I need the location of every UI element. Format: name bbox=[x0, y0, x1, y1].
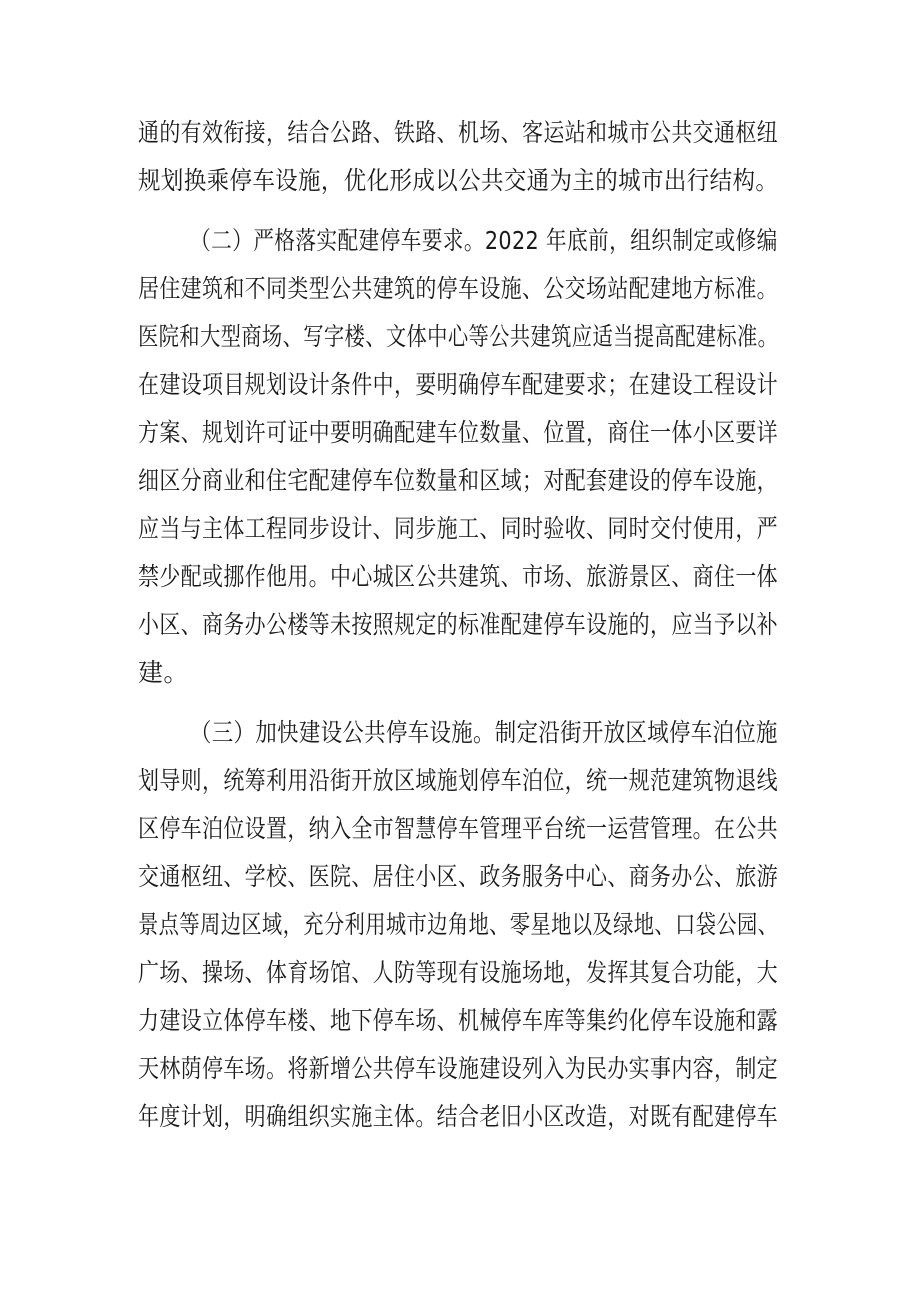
paragraph-3-line-2: 划导则，统筹利用沿街开放区域施划停车泊位，统一规范建筑物退线 bbox=[138, 766, 779, 795]
paragraph-3-line-6: 广场、操场、体育场馆、人防等现有设施场地，发挥其复合功能，大 bbox=[138, 958, 779, 987]
paragraph-1-line-1: 通的有效衔接，结合公路、铁路、机场、客运站和城市公共交通枢纽 bbox=[138, 118, 779, 147]
paragraph-3-line-4: 交通枢纽、学校、医院、居住小区、政务服务中心、商务办公、旅游 bbox=[138, 862, 779, 891]
paragraph-2-line-1: （二）严格落实配建停车要求。2022 年底前，组织制定或修编 bbox=[190, 226, 778, 255]
paragraph-2-line-3: 医院和大型商场、写字楼、文体中心等公共建筑应适当提高配建标准。 bbox=[138, 322, 779, 351]
paragraph-3-line-7: 力建设立体停车楼、地下停车场、机械停车库等集约化停车设施和露 bbox=[138, 1006, 779, 1035]
paragraph-2-line-6: 细区分商业和住宅配建停车位数量和区域；对配套建设的停车设施， bbox=[138, 466, 779, 495]
paragraph-3-line-1: （三）加快建设公共停车设施。制定沿街开放区域停车泊位施 bbox=[190, 718, 778, 747]
paragraph-2-line-2: 居住建筑和不同类型公共建筑的停车设施、公交场站配建地方标准。 bbox=[138, 274, 779, 303]
paragraph-2-line-9: 小区、商务办公楼等未按照规定的标准配建停车设施的，应当予以补 bbox=[138, 610, 779, 639]
paragraph-2-line-10: 建。 bbox=[138, 658, 189, 687]
paragraph-3-line-5: 景点等周边区域，充分利用城市边角地、零星地以及绿地、口袋公园、 bbox=[138, 910, 779, 939]
paragraph-2-line-7: 应当与主体工程同步设计、同步施工、同时验收、同时交付使用，严 bbox=[138, 514, 779, 543]
paragraph-2-line-8: 禁少配或挪作他用。中心城区公共建筑、市场、旅游景区、商住一体 bbox=[138, 562, 779, 591]
paragraph-3-line-8: 天林荫停车场。将新增公共停车设施建设列入为民办实事内容，制定 bbox=[138, 1054, 779, 1083]
paragraph-2-line-4: 在建设项目规划设计条件中，要明确停车配建要求；在建设工程设计 bbox=[138, 370, 779, 399]
paragraph-1-line-2: 规划换乘停车设施，优化形成以公共交通为主的城市出行结构。 bbox=[138, 166, 779, 195]
paragraph-2-line-5: 方案、规划许可证中要明确配建车位数量、位置，商住一体小区要详 bbox=[138, 418, 779, 447]
paragraph-3-line-9: 年度计划，明确组织实施主体。结合老旧小区改造，对既有配建停车 bbox=[138, 1102, 779, 1131]
paragraph-3-line-3: 区停车泊位设置，纳入全市智慧停车管理平台统一运营管理。在公共 bbox=[138, 814, 779, 843]
